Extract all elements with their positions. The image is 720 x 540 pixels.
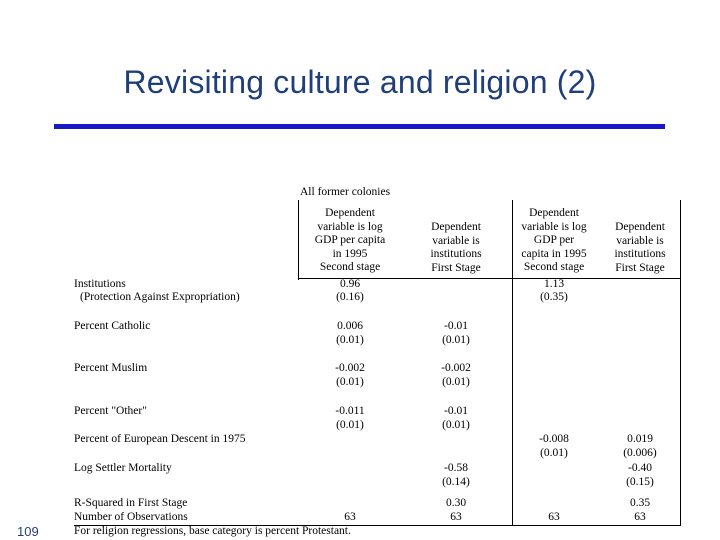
cell-nobs-col3: 63	[548, 511, 560, 523]
table-divider-middle	[512, 200, 513, 526]
cell-settler-col4-se: (0.15)	[626, 476, 654, 488]
cell-muslim-col2: -0.002	[441, 362, 471, 374]
header-rule-left	[298, 278, 512, 279]
row-sublabel-institutions: (Protection Against Expropriation)	[80, 291, 240, 303]
cell-institutions-col3: 1.13	[543, 278, 565, 290]
cell-nobs-col2: 63	[450, 511, 462, 523]
cell-nobs-col4: 63	[634, 511, 646, 523]
cell-muslim-col1: -0.002	[335, 362, 365, 374]
cell-european-col4-se: (0.006)	[623, 447, 657, 459]
cell-european-col3-se: (0.01)	[540, 447, 568, 459]
row-label-nobs: Number of Observations	[74, 511, 188, 523]
row-label-european: Percent of European Descent in 1975	[74, 433, 246, 445]
cell-european-col3: -0.008	[539, 433, 569, 445]
cell-other-col1: -0.011	[335, 405, 365, 417]
title-underline	[54, 124, 665, 129]
row-label-muslim: Percent Muslim	[74, 362, 148, 374]
cell-institutions-col1-se: (0.16)	[336, 291, 364, 303]
row-label-catholic: Percent Catholic	[74, 320, 151, 332]
group-label: All former colonies	[300, 186, 391, 198]
row-label-other: Percent "Other"	[74, 405, 147, 417]
table-footnote: For religion regressions, base category is percent Protestant.	[74, 525, 351, 537]
header-col-2: Dependent variable is institutions First Stage	[430, 221, 482, 274]
header-divider-left	[298, 200, 299, 280]
cell-institutions-col1: 0.96	[339, 278, 361, 290]
cell-nobs-col1: 63	[344, 511, 356, 523]
cell-settler-col2-se: (0.14)	[442, 476, 470, 488]
cell-other-col2-se: (0.01)	[442, 419, 470, 431]
cell-catholic-col1-se: (0.01)	[336, 334, 364, 346]
slide-title: Revisiting culture and religion (2)	[123, 64, 597, 100]
header-col-4: Dependent variable is institutions First Stage	[614, 221, 666, 274]
slide-number: 109	[17, 524, 39, 539]
cell-other-col2: -0.01	[444, 405, 468, 417]
header-col-3: Dependent variable is log GDP per capita in 1995 Second stage	[521, 207, 587, 274]
cell-muslim-col2-se: (0.01)	[442, 376, 470, 388]
cell-institutions-col3-se: (0.35)	[540, 291, 568, 303]
cell-rsquared-col2: 0.30	[445, 497, 467, 509]
row-label-institutions: Institutions	[74, 278, 126, 290]
header-col-1: Dependent variable is log GDP per capita in 1995 Second stage	[314, 207, 386, 274]
cell-catholic-col1: 0.006	[337, 320, 363, 332]
cell-catholic-col2-se: (0.01)	[442, 334, 470, 346]
cell-other-col1-se: (0.01)	[336, 419, 364, 431]
cell-european-col4: 0.019	[627, 433, 653, 445]
cell-settler-col4: -0.40	[628, 462, 652, 474]
cell-settler-col2: -0.58	[444, 462, 468, 474]
row-label-rsquared: R-Squared in First Stage	[74, 497, 188, 509]
table-divider-right	[680, 200, 681, 526]
cell-rsquared-col4: 0.35	[629, 497, 651, 509]
row-label-settler: Log Settler Mortality	[74, 462, 172, 474]
cell-catholic-col2: -0.01	[444, 320, 468, 332]
cell-muslim-col1-se: (0.01)	[336, 376, 364, 388]
header-rule-right	[512, 278, 680, 279]
